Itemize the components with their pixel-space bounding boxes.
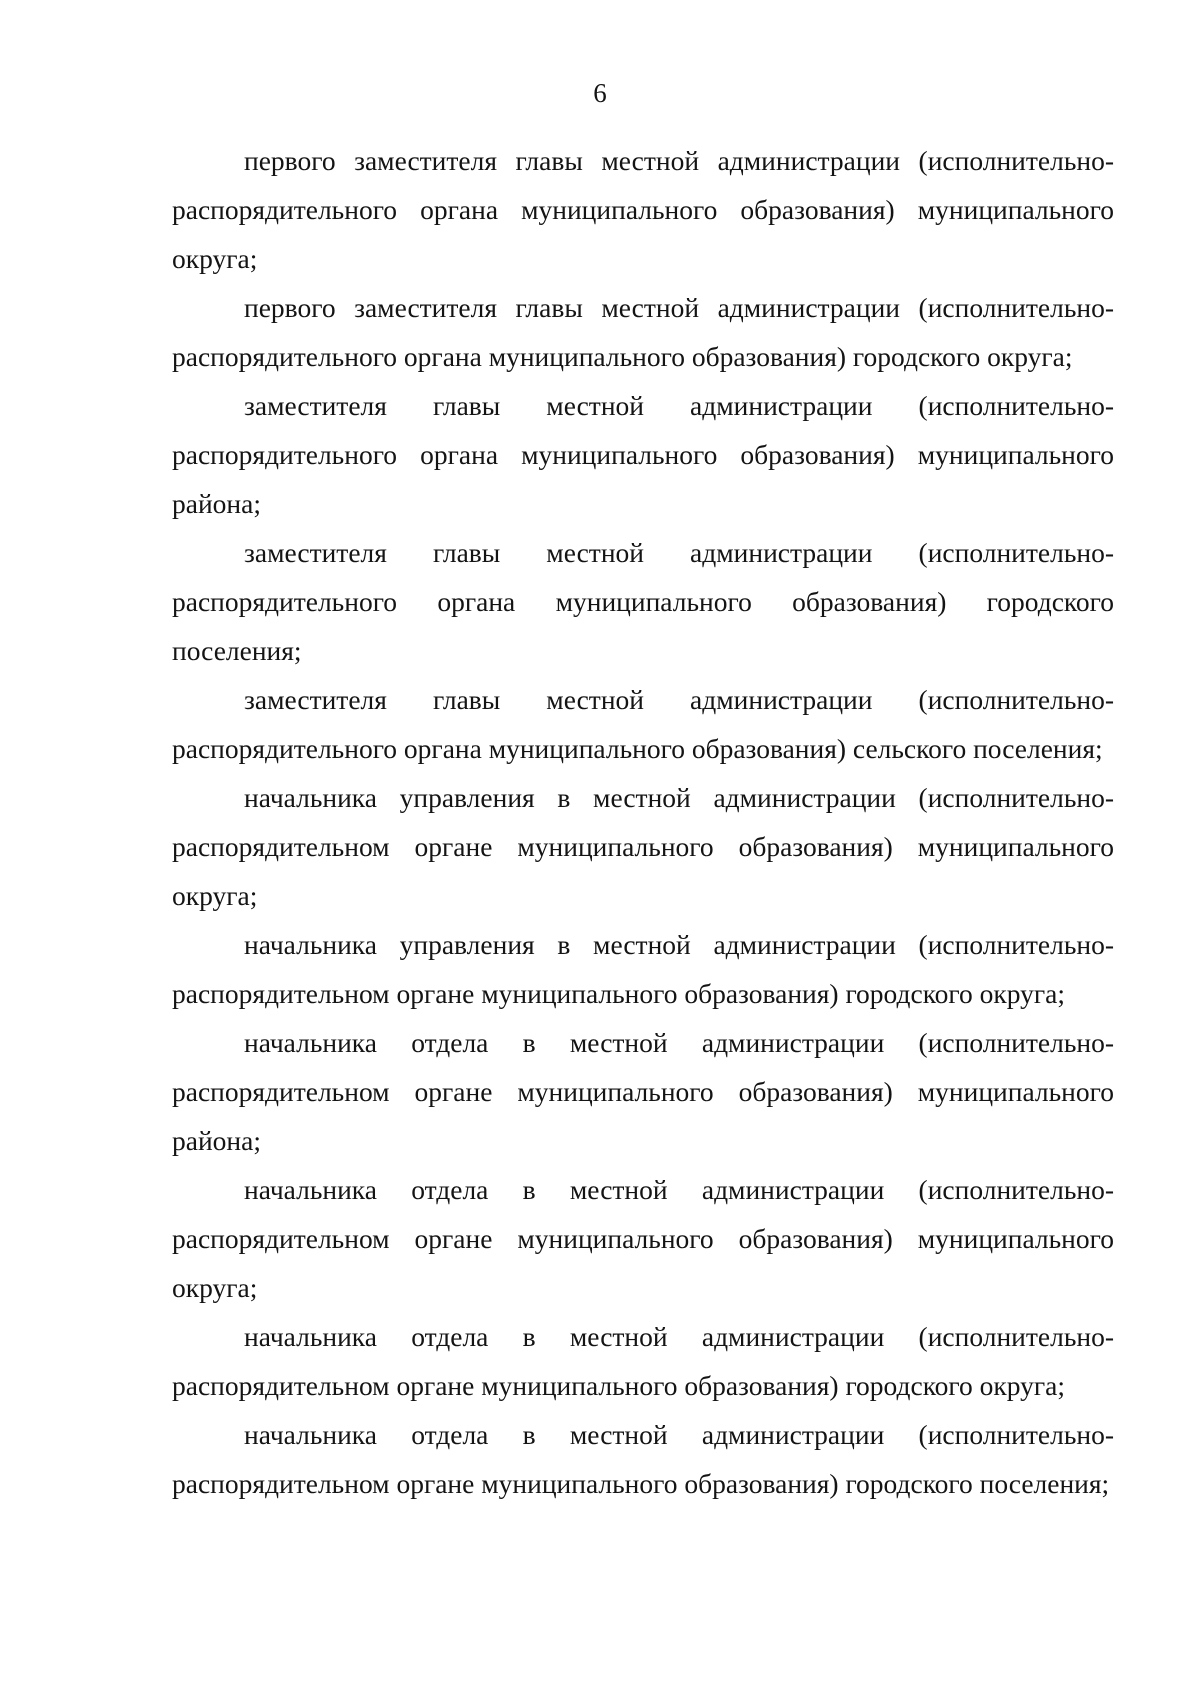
- paragraph: начальника отдела в местной администрации (исполнительно-распорядительном органе муниципального образования) городского поселения;: [172, 1419, 1114, 1499]
- paragraph: первого заместителя главы местной администрации (исполнительно-распорядительного органа муниципального образования) городского округа;: [172, 292, 1114, 372]
- paragraph: начальника отдела в местной администрации (исполнительно-распорядительном органе муниципального образования) муниципального района;: [172, 1027, 1114, 1156]
- paragraph: начальника отдела в местной администрации (исполнительно-распорядительном органе муниципального образования) городского округа;: [172, 1321, 1114, 1401]
- page-number: 6: [593, 78, 607, 108]
- document-body: [172, 136, 1114, 1508]
- paragraph: заместителя главы местной администрации (исполнительно-распорядительного органа муниципального образования) муниципального района;: [172, 390, 1114, 519]
- paragraph: начальника управления в местной администрации (исполнительно-распорядительном органе муниципального образования) городского округа;: [172, 929, 1114, 1009]
- paragraph: заместителя главы местной администрации (исполнительно-распорядительного органа муниципального образования) городского поселения;: [172, 537, 1114, 666]
- paragraph: начальника управления в местной администрации (исполнительно-распорядительном органе муниципального образования) муниципального округа;: [172, 782, 1114, 911]
- paragraph: начальника отдела в местной администрации (исполнительно-распорядительном органе муниципального образования) муниципального округа;: [172, 1174, 1114, 1303]
- paragraph: первого заместителя главы местной администрации (исполнительно-распорядительного органа муниципального образования) муниципального округа;: [172, 145, 1114, 274]
- paragraph: заместителя главы местной администрации (исполнительно-распорядительного органа муниципального образования) сельского поселения;: [172, 684, 1114, 764]
